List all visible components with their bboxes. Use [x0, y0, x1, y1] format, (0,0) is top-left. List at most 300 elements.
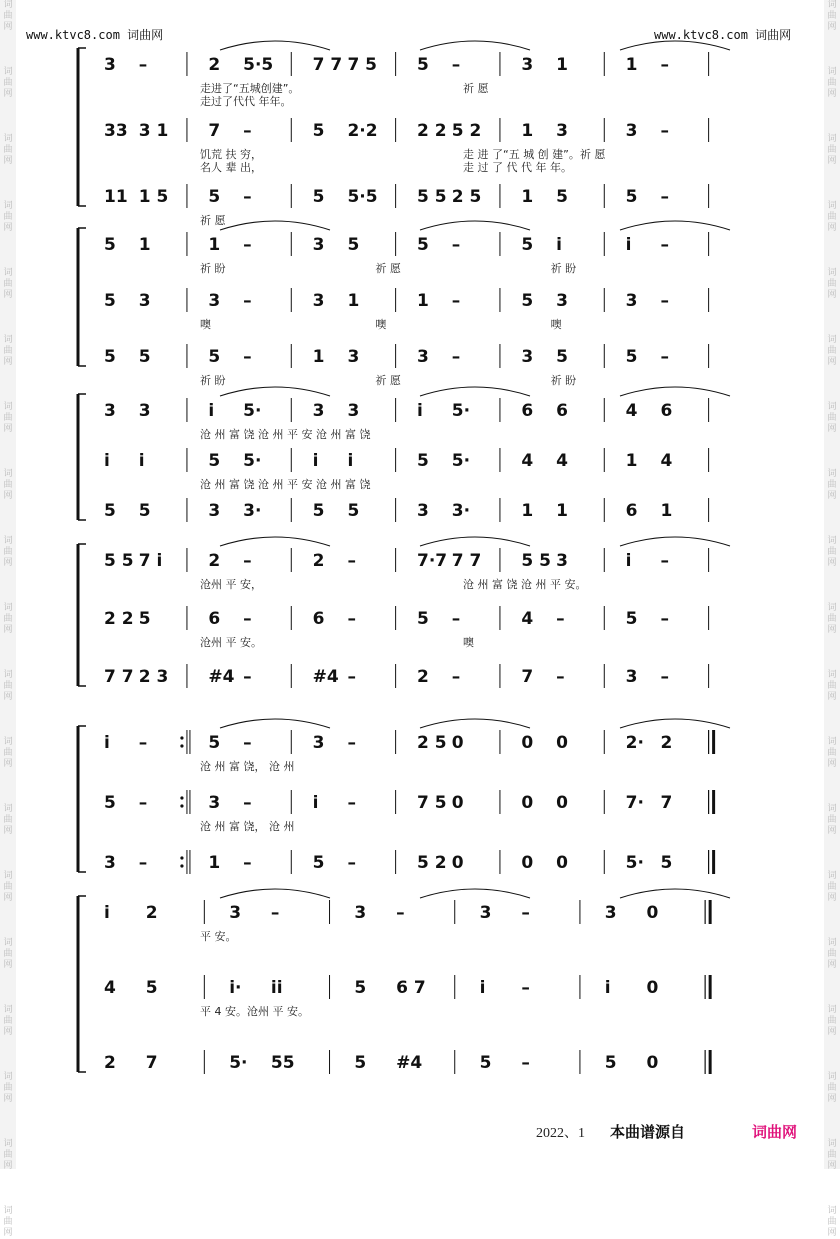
- note: 5: [347, 235, 360, 255]
- note: 3: [521, 347, 534, 367]
- note: 4: [521, 451, 534, 471]
- slur: [420, 537, 530, 546]
- note: #4: [396, 1053, 423, 1073]
- note: –: [556, 609, 565, 629]
- slur: [620, 537, 730, 546]
- note: 33: [104, 121, 128, 141]
- slur: [620, 719, 730, 728]
- note: 55: [270, 1053, 295, 1073]
- note: –: [347, 853, 356, 873]
- watermark-unit: 词 曲 网: [3, 1072, 13, 1104]
- note: i: [417, 401, 423, 421]
- repeat-dot: [180, 804, 183, 807]
- note: 3: [312, 291, 325, 311]
- note: 0: [521, 853, 534, 873]
- lyric-line: 祈 愿: [200, 214, 226, 227]
- note: 5·5: [347, 187, 378, 207]
- note: 3: [625, 121, 638, 141]
- note: 2: [208, 55, 221, 75]
- note: 2 2: [104, 609, 134, 629]
- watermark-unit: 词 曲 网: [3, 268, 13, 300]
- note: 4: [104, 978, 116, 998]
- note: 5: [138, 609, 151, 629]
- lyric-line: 沧 州 富 饶， 沧 州: [200, 820, 295, 833]
- note: 1 5: [138, 187, 169, 207]
- note: 5 5: [521, 551, 551, 571]
- watermark-unit: 词 曲 网: [827, 469, 837, 501]
- slur: [220, 221, 330, 230]
- note: 5: [347, 501, 360, 521]
- note: 1: [521, 121, 534, 141]
- note: 5: [312, 853, 325, 873]
- lyric-line: 沧州 平 安，: [200, 578, 262, 591]
- note: –: [138, 733, 148, 753]
- lyric-line: 祈 愿: [375, 374, 401, 387]
- note: 5 2: [417, 853, 447, 873]
- lyric-line: 沧 州 富 饶 沧 州 平 安 沧 州 富 饶: [200, 478, 371, 491]
- header-site-name-right: 词曲网: [755, 28, 792, 42]
- note: 5: [208, 733, 221, 753]
- note: 1: [208, 853, 221, 873]
- note: 5: [312, 501, 325, 521]
- slur: [620, 221, 730, 230]
- note: 0: [521, 793, 534, 813]
- note: 0: [556, 733, 568, 753]
- note: 0: [451, 733, 464, 753]
- watermark-unit: 词 曲 网: [827, 0, 837, 32]
- note: 6: [521, 401, 534, 421]
- note: 2 5: [417, 733, 447, 753]
- note: 2: [312, 551, 325, 571]
- note: 6: [556, 401, 568, 421]
- watermark-unit: 词 曲 网: [3, 1005, 13, 1037]
- note: 2: [660, 733, 673, 753]
- header-url-left-text: www.ktvc8.com: [26, 28, 120, 42]
- note: –: [243, 187, 252, 207]
- watermark-unit: 词 曲 网: [827, 871, 837, 903]
- note: –: [451, 235, 461, 255]
- note: –: [396, 903, 405, 923]
- note: 7 7: [312, 55, 343, 75]
- slur: [220, 537, 330, 546]
- note: 2·2: [347, 121, 378, 141]
- note: 3: [417, 347, 429, 367]
- note: 5·5: [243, 55, 274, 75]
- note: –: [660, 551, 669, 571]
- lyric-line: 祈 盼: [200, 374, 226, 387]
- note: –: [451, 667, 461, 687]
- watermark-unit: 词 曲 网: [827, 670, 837, 702]
- watermark-unit: 词 曲 网: [3, 469, 13, 501]
- note: –: [451, 291, 461, 311]
- note: 5·: [451, 451, 471, 471]
- note: –: [521, 978, 530, 998]
- note: 5: [104, 501, 116, 521]
- lyric-line: 走过了代代 年年。: [200, 95, 292, 108]
- watermark-unit: 词 曲 网: [827, 603, 837, 635]
- note: 0: [451, 793, 464, 813]
- note: –: [243, 853, 252, 873]
- lyric-line: 噢: [550, 318, 562, 331]
- slur: [220, 387, 330, 396]
- note: –: [451, 347, 461, 367]
- slur: [220, 41, 330, 50]
- lyric-line: 沧 州 富 饶， 沧 州: [200, 760, 295, 773]
- watermark-unit: 词 曲 网: [827, 1005, 837, 1037]
- note: 3: [347, 401, 360, 421]
- note: 5: [660, 853, 673, 873]
- watermark-unit: 词 曲 网: [827, 938, 837, 970]
- note: –: [243, 121, 252, 141]
- note: 5: [417, 55, 429, 75]
- note: 3: [208, 291, 221, 311]
- note: 5: [625, 187, 638, 207]
- note: i: [104, 451, 110, 471]
- note: –: [243, 235, 252, 255]
- note: 11: [104, 187, 128, 207]
- note: i: [208, 401, 215, 421]
- note: 3: [104, 401, 116, 421]
- watermark-unit: 词 曲 网: [3, 938, 13, 970]
- note: 5: [208, 187, 221, 207]
- note: 1: [556, 55, 568, 75]
- note: 5: [556, 347, 568, 367]
- note: i: [556, 235, 562, 255]
- watermark-unit: 词 曲 网: [827, 201, 837, 233]
- note: 5·: [229, 1053, 248, 1073]
- note: 7: [660, 793, 673, 813]
- watermark-unit: 词 曲 网: [3, 1206, 13, 1238]
- note: 2 2: [417, 121, 447, 141]
- note: 7: [521, 667, 534, 687]
- note: 5: [556, 187, 568, 207]
- note: i: [138, 451, 145, 471]
- watermark-unit: 词 曲 网: [3, 804, 13, 836]
- note: –: [347, 793, 356, 813]
- note: –: [556, 667, 565, 687]
- note: 5 5: [417, 187, 447, 207]
- note: 5: [479, 1053, 492, 1073]
- note: 3: [521, 55, 534, 75]
- note: 1: [521, 501, 534, 521]
- note: 0: [646, 978, 659, 998]
- watermark-unit: 词 曲 网: [827, 335, 837, 367]
- note: –: [243, 667, 252, 687]
- note: 5: [625, 609, 638, 629]
- lyric-line: 平 安。: [200, 930, 237, 943]
- note: 3: [347, 347, 360, 367]
- note: 3·: [243, 501, 262, 521]
- note: –: [270, 903, 280, 923]
- note: –: [243, 291, 252, 311]
- lyric-line: 噢: [200, 318, 211, 331]
- note: 2: [208, 551, 221, 571]
- lyric-line: 走 进 了“五 城 创 建”。祈 愿: [463, 148, 606, 161]
- note: –: [138, 55, 148, 75]
- note: 5: [138, 501, 151, 521]
- header-site-name-left: 词曲网: [127, 28, 164, 42]
- note: 0: [646, 1053, 659, 1073]
- note: –: [660, 235, 669, 255]
- note: 5: [417, 235, 429, 255]
- watermark-unit: 词 曲 网: [827, 737, 837, 769]
- note: 3: [556, 291, 568, 311]
- note: –: [521, 1053, 530, 1073]
- slur: [620, 41, 730, 50]
- watermark-unit: 词 曲 网: [827, 1072, 837, 1104]
- note: 5: [312, 121, 325, 141]
- note: –: [347, 733, 356, 753]
- slur: [220, 719, 330, 728]
- note: 7 7: [451, 551, 482, 571]
- note: 3: [625, 667, 638, 687]
- note: –: [347, 609, 356, 629]
- note: 3: [138, 291, 151, 311]
- slur: [420, 889, 530, 898]
- lyric-line: 祈 盼: [550, 374, 577, 387]
- note: 5 5: [104, 551, 134, 571]
- note: –: [660, 667, 669, 687]
- note: 7 5: [347, 55, 378, 75]
- note: 0: [521, 733, 534, 753]
- note: –: [347, 667, 356, 687]
- watermark-unit: 词 曲 网: [3, 0, 13, 32]
- note: 1: [347, 291, 360, 311]
- watermark-unit: 词 曲 网: [3, 1139, 13, 1171]
- lyric-line: 噢: [375, 318, 387, 331]
- watermark-unit: 词 曲 网: [3, 670, 13, 702]
- note: 5: [417, 609, 429, 629]
- lyric-line: 祈 盼: [550, 262, 577, 275]
- lyric-line: 祈 盼: [200, 262, 226, 275]
- note: –: [660, 187, 669, 207]
- lyric-line: 祈 愿: [375, 262, 401, 275]
- note: –: [451, 55, 461, 75]
- watermark-unit: 词 曲 网: [827, 1206, 837, 1238]
- note: i: [312, 451, 319, 471]
- watermark-unit: 词 曲 网: [3, 603, 13, 635]
- note: –: [243, 793, 252, 813]
- watermark-unit: 词 曲 网: [827, 67, 837, 99]
- note: 4: [521, 609, 534, 629]
- note: #4: [312, 667, 339, 687]
- note: 3: [138, 401, 151, 421]
- watermark-unit: 词 曲 网: [827, 1139, 837, 1171]
- note: 4: [556, 451, 568, 471]
- repeat-dot: [180, 744, 183, 747]
- note: 0: [556, 853, 568, 873]
- note: 2 3: [138, 667, 169, 687]
- note: –: [660, 121, 669, 141]
- watermark-unit: 词 曲 网: [3, 201, 13, 233]
- watermark-unit: 词 曲 网: [3, 335, 13, 367]
- note: i: [104, 733, 110, 753]
- note: 1: [625, 55, 638, 75]
- note: i: [104, 903, 110, 923]
- note: 5: [354, 978, 367, 998]
- footer-source-label: 本曲谱源自: [610, 1123, 686, 1141]
- lyric-line: 沧州 平 安。: [200, 636, 262, 649]
- note: i: [479, 978, 486, 998]
- note: 3: [104, 853, 116, 873]
- lyric-line: 沧 州 富 饶 沧 州 平 安 沧 州 富 饶: [200, 428, 371, 441]
- note: #4: [208, 667, 235, 687]
- note: 5: [354, 1053, 367, 1073]
- watermark-unit: 词 曲 网: [3, 871, 13, 903]
- note: 0: [451, 853, 464, 873]
- note: 3: [417, 501, 429, 521]
- note: 1: [417, 291, 429, 311]
- note: 5: [208, 347, 221, 367]
- watermark-unit: 词 曲 网: [827, 268, 837, 300]
- note: –: [243, 551, 252, 571]
- note: 7 7: [104, 667, 134, 687]
- note: –: [660, 347, 669, 367]
- note: 5: [138, 347, 151, 367]
- note: 0: [646, 903, 659, 923]
- note: 6: [625, 501, 638, 521]
- header-url-right-text: www.ktvc8.com: [654, 28, 748, 42]
- watermark-unit: 词 曲 网: [827, 804, 837, 836]
- repeat-dot: [180, 864, 183, 867]
- note: –: [243, 733, 252, 753]
- note: 4: [660, 451, 673, 471]
- note: 3: [354, 903, 367, 923]
- note: 5·: [243, 401, 262, 421]
- note: 6: [660, 401, 673, 421]
- note: 5: [104, 793, 116, 813]
- note: 7·: [625, 793, 644, 813]
- note: –: [243, 609, 252, 629]
- note: i: [347, 451, 354, 471]
- lyric-line: 噢: [463, 636, 474, 649]
- note: i: [625, 551, 632, 571]
- note: 3: [556, 551, 568, 571]
- note: 5: [208, 451, 221, 471]
- note: 7: [208, 121, 221, 141]
- slur: [420, 221, 530, 230]
- note: 5 2: [451, 121, 482, 141]
- note: 3: [556, 121, 568, 141]
- note: 6 7: [396, 978, 426, 998]
- note: 6: [312, 609, 325, 629]
- note: 5·: [625, 853, 644, 873]
- note: 2: [145, 903, 158, 923]
- note: 2: [417, 667, 429, 687]
- lyric-line: 走 过 了 代 代 年 年。: [463, 161, 572, 174]
- watermark-unit: 词 曲 网: [3, 536, 13, 568]
- note: i·: [229, 978, 242, 998]
- note: 2 5: [451, 187, 482, 207]
- note: i: [604, 978, 611, 998]
- note: 3: [312, 733, 325, 753]
- note: 3: [208, 501, 221, 521]
- note: 5: [312, 187, 325, 207]
- note: 5: [521, 291, 534, 311]
- note: 3: [312, 235, 325, 255]
- note: 1: [138, 235, 151, 255]
- watermark-unit: 词 曲 网: [3, 737, 13, 769]
- repeat-dot: [180, 736, 183, 739]
- note: 5: [625, 347, 638, 367]
- repeat-dot: [180, 796, 183, 799]
- watermark-unit: 词 曲 网: [3, 67, 13, 99]
- note: 5: [104, 235, 116, 255]
- note: 1: [625, 451, 638, 471]
- note: 0: [556, 793, 568, 813]
- note: 2·: [625, 733, 644, 753]
- note: 5: [104, 291, 116, 311]
- note: 1: [660, 501, 673, 521]
- slur: [420, 387, 530, 396]
- note: 3: [479, 903, 492, 923]
- watermark-unit: 词 曲 网: [827, 134, 837, 166]
- slur: [420, 719, 530, 728]
- note: 7·7: [417, 551, 448, 571]
- note: 5: [104, 347, 116, 367]
- watermark-unit: 词 曲 网: [3, 134, 13, 166]
- note: 5: [604, 1053, 617, 1073]
- note: –: [243, 347, 252, 367]
- note: 1: [556, 501, 568, 521]
- note: i: [625, 235, 632, 255]
- note: –: [660, 291, 669, 311]
- note: –: [138, 793, 148, 813]
- note: –: [660, 55, 669, 75]
- note: ii: [270, 978, 283, 998]
- note: 5: [521, 235, 534, 255]
- note: –: [451, 609, 461, 629]
- note: 3: [229, 903, 242, 923]
- lyric-line: 饥荒 扶 穷，: [200, 148, 262, 161]
- note: 5: [145, 978, 158, 998]
- note: 3 1: [138, 121, 169, 141]
- note: –: [347, 551, 356, 571]
- note: 7 5: [417, 793, 447, 813]
- note: i: [312, 793, 319, 813]
- note: 7: [145, 1053, 158, 1073]
- repeat-dot: [180, 856, 183, 859]
- footer-site-name[interactable]: 词曲网: [752, 1123, 798, 1141]
- note: 1: [208, 235, 221, 255]
- watermark-unit: 词 曲 网: [827, 402, 837, 434]
- footer-date: 2022、1: [536, 1126, 585, 1141]
- slur: [220, 889, 330, 898]
- note: 3: [604, 903, 617, 923]
- note: –: [660, 609, 669, 629]
- slur: [620, 387, 730, 396]
- note: 5·: [243, 451, 262, 471]
- note: 6: [208, 609, 221, 629]
- lyric-line: 祈 愿: [463, 82, 489, 95]
- note: 5·: [451, 401, 471, 421]
- note: 5: [417, 451, 429, 471]
- note: 3: [312, 401, 325, 421]
- slur: [420, 41, 530, 50]
- watermark-unit: 词 曲 网: [827, 536, 837, 568]
- note: 3·: [451, 501, 471, 521]
- note: 1: [521, 187, 534, 207]
- note: 7 i: [138, 551, 163, 571]
- note: –: [521, 903, 530, 923]
- watermark-unit: 词 曲 网: [3, 402, 13, 434]
- note: 2: [104, 1053, 116, 1073]
- note: –: [138, 853, 148, 873]
- lyric-line: 走进了“五城创建”。: [200, 82, 300, 95]
- note: 3: [208, 793, 221, 813]
- note: 3: [104, 55, 116, 75]
- note: 1: [312, 347, 325, 367]
